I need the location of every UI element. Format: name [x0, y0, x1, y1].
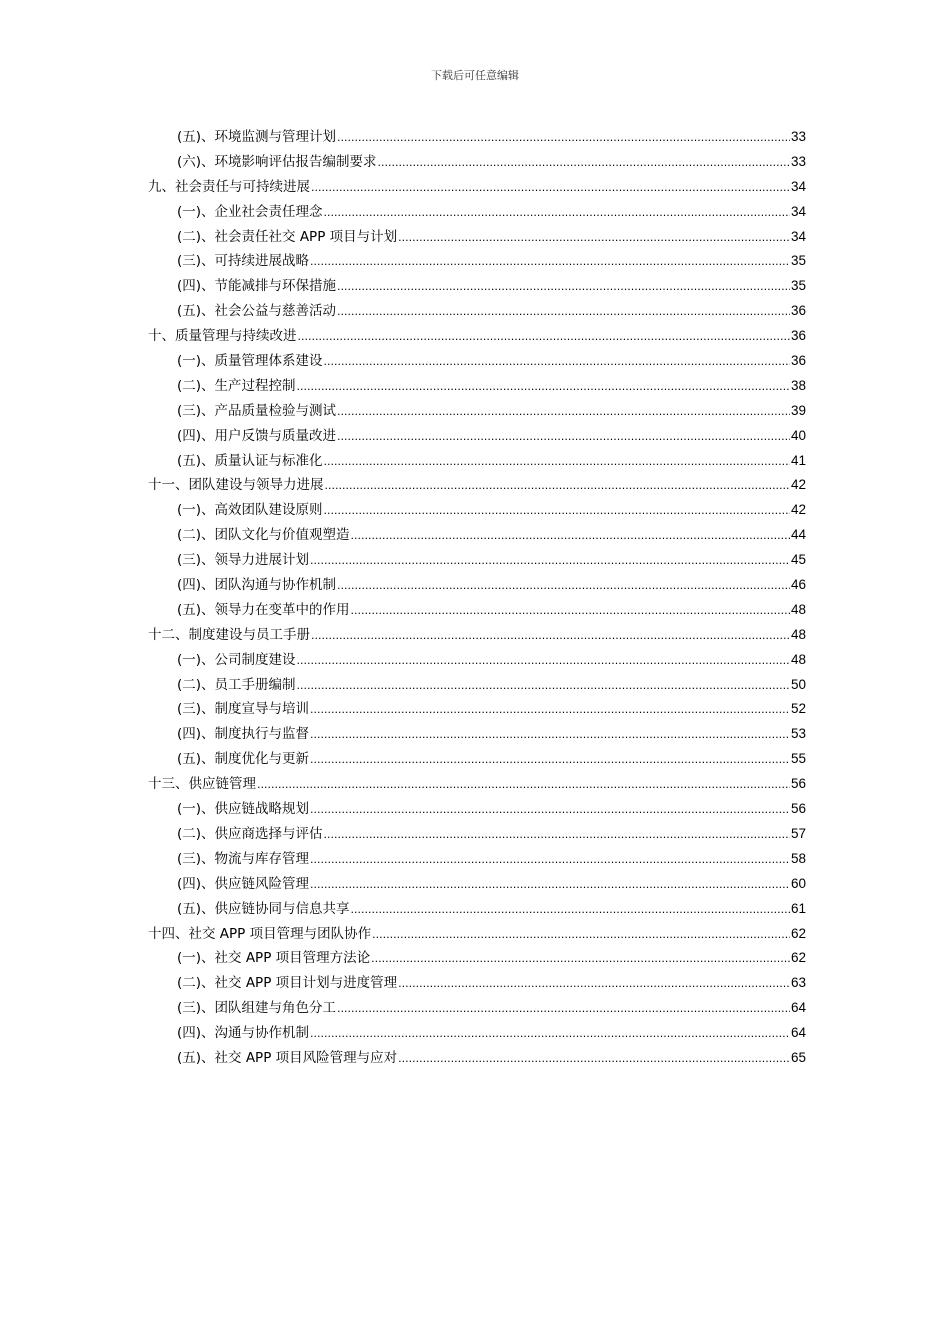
toc-leader-dots: [310, 873, 790, 898]
toc-leader-dots: [324, 201, 790, 226]
toc-entry-title: 十二、制度建设与员工手册: [148, 626, 310, 643]
toc-entry[interactable]: [148, 847, 806, 872]
toc-entry-title: (二)、员工手册编制: [177, 676, 296, 693]
toc-entry[interactable]: [148, 946, 806, 971]
toc-entry-page: 62: [790, 950, 806, 966]
toc-entry-page: 63: [790, 975, 806, 991]
toc-entry[interactable]: [148, 673, 806, 698]
toc-entry[interactable]: [148, 523, 806, 548]
toc-entry-title: (五)、制度优化与更新: [177, 751, 310, 768]
toc-entry-page: 38: [790, 377, 806, 393]
toc-entry[interactable]: [148, 249, 806, 274]
toc-entry-title: (三)、领导力进展计划: [177, 552, 310, 569]
toc-leader-dots: [337, 574, 790, 599]
toc-entry-title: (一)、社交 APP 项目管理方法论: [177, 950, 371, 967]
toc-leader-dots: [372, 923, 790, 948]
toc-entry-title: (五)、质量认证与标准化: [177, 452, 323, 469]
toc-entry[interactable]: [148, 324, 806, 349]
toc-leader-dots: [310, 549, 790, 574]
toc-entry-page: 48: [790, 601, 806, 617]
toc-entry[interactable]: [148, 175, 806, 200]
toc-leader-dots: [310, 798, 790, 823]
toc-entry-page: 57: [790, 825, 806, 841]
toc-entry[interactable]: [148, 200, 806, 225]
toc-entry-title: (五)、环境监测与管理计划: [177, 129, 337, 145]
toc-entry[interactable]: [148, 548, 806, 573]
toc-entry-page: 33: [790, 129, 806, 144]
toc-entry-title: (二)、生产过程控制: [177, 377, 296, 394]
toc-entry-title: (二)、社交 APP 项目计划与进度管理: [177, 975, 398, 992]
toc-entry-page: 58: [790, 850, 806, 866]
toc-leader-dots: [324, 823, 790, 848]
toc-leader-dots: [310, 723, 790, 748]
toc-leader-dots: [297, 375, 790, 400]
toc-leader-dots: [324, 350, 790, 375]
toc-entry-page: 45: [790, 552, 806, 568]
toc-entry-title: (一)、高效团队建设原则: [177, 502, 323, 519]
toc-entry-page: 48: [790, 626, 806, 642]
toc-entry-page: 56: [790, 801, 806, 817]
toc-entry-title: 九、社会责任与可持续进展: [148, 178, 310, 195]
toc-entry-page: 36: [790, 303, 806, 319]
toc-leader-dots: [398, 1047, 790, 1072]
table-of-contents: [148, 125, 806, 1071]
toc-entry-title: (五)、供应链协同与信息共享: [177, 900, 350, 917]
toc-entry-title: (五)、社会公益与慈善活动: [177, 303, 337, 320]
toc-entry-page: 35: [790, 253, 806, 269]
toc-entry-page: 36: [790, 353, 806, 369]
toc-leader-dots: [337, 997, 790, 1022]
toc-entry-title: (三)、团队组建与角色分工: [177, 1000, 337, 1017]
toc-entry[interactable]: [148, 349, 806, 374]
toc-entry-title: (六)、环境影响评估报告编制要求: [177, 153, 377, 170]
toc-leader-dots: [337, 275, 790, 300]
toc-entry[interactable]: [148, 399, 806, 424]
toc-leader-dots: [310, 1022, 790, 1047]
toc-leader-dots: [325, 474, 790, 499]
toc-leader-dots: [257, 773, 790, 798]
toc-entry-page: 65: [790, 1049, 806, 1065]
toc-leader-dots: [378, 151, 790, 176]
toc-entry[interactable]: [148, 424, 806, 449]
toc-entry-title: (四)、供应链风险管理: [177, 875, 310, 892]
toc-entry[interactable]: [148, 996, 806, 1021]
toc-entry[interactable]: [148, 722, 806, 747]
toc-leader-dots: [337, 126, 790, 151]
toc-leader-dots: [351, 599, 790, 624]
toc-entry[interactable]: [148, 922, 806, 947]
toc-entry[interactable]: [148, 797, 806, 822]
toc-leader-dots: [311, 624, 790, 649]
toc-entry[interactable]: [148, 573, 806, 598]
toc-entry[interactable]: [148, 897, 806, 922]
toc-entry-page: 52: [790, 701, 806, 717]
toc-entry[interactable]: [148, 374, 806, 399]
toc-entry-page: 53: [790, 726, 806, 742]
toc-entry-page: 60: [790, 875, 806, 891]
toc-entry-page: 61: [790, 900, 806, 916]
toc-entry[interactable]: [148, 1021, 806, 1046]
toc-leader-dots: [337, 400, 790, 425]
toc-leader-dots: [351, 898, 790, 923]
toc-entry-page: 33: [790, 153, 806, 169]
toc-entry[interactable]: [148, 1046, 806, 1071]
toc-leader-dots: [298, 325, 790, 350]
toc-entry[interactable]: [148, 747, 806, 772]
toc-leader-dots: [310, 748, 790, 773]
toc-entry-page: 41: [790, 452, 806, 468]
toc-entry-title: (一)、公司制度建设: [177, 651, 296, 668]
toc-entry-title: (五)、领导力在变革中的作用: [177, 601, 350, 618]
toc-entry-title: (二)、社会责任社交 APP 项目与计划: [177, 228, 398, 245]
toc-entry-title: (五)、社交 APP 项目风险管理与应对: [177, 1049, 398, 1066]
toc-entry-page: 42: [790, 502, 806, 518]
toc-entry-title: (四)、沟通与协作机制: [177, 1025, 310, 1042]
toc-entry[interactable]: [148, 822, 806, 847]
toc-leader-dots: [398, 226, 790, 251]
toc-entry[interactable]: [148, 299, 806, 324]
toc-leader-dots: [337, 300, 790, 325]
toc-leader-dots: [398, 972, 790, 997]
toc-entry-page: 56: [790, 776, 806, 792]
toc-entry[interactable]: [148, 150, 806, 175]
toc-entry[interactable]: [148, 498, 806, 523]
toc-entry-title: (四)、节能减排与环保措施: [177, 278, 337, 295]
toc-leader-dots: [310, 848, 790, 873]
toc-leader-dots: [324, 450, 790, 475]
toc-entry-title: (四)、团队沟通与协作机制: [177, 577, 337, 594]
toc-entry-page: 34: [790, 228, 806, 244]
toc-entry-page: 36: [790, 328, 806, 344]
toc-entry[interactable]: [148, 648, 806, 673]
toc-entry[interactable]: [148, 473, 806, 498]
toc-entry-page: 35: [790, 278, 806, 294]
toc-entry-title: 十、质量管理与持续改进: [148, 328, 297, 345]
page-header: 下载后可任意编辑: [431, 69, 519, 82]
toc-entry-page: 50: [790, 676, 806, 692]
toc-entry-title: (一)、供应链战略规划: [177, 801, 310, 818]
toc-entry-page: 64: [790, 1000, 806, 1016]
toc-entry[interactable]: [148, 697, 806, 722]
toc-entry-title: (一)、企业社会责任理念: [177, 203, 323, 220]
toc-entry-page: 64: [790, 1025, 806, 1041]
toc-entry[interactable]: [148, 872, 806, 897]
toc-leader-dots: [371, 947, 790, 972]
toc-entry-title: (四)、制度执行与监督: [177, 726, 310, 743]
toc-entry[interactable]: [148, 971, 806, 996]
toc-leader-dots: [310, 250, 790, 275]
toc-entry-page: 40: [790, 427, 806, 443]
toc-entry-title: (四)、用户反馈与质量改进: [177, 427, 337, 444]
toc-leader-dots: [351, 524, 790, 549]
toc-entry-title: 十一、团队建设与领导力进展: [148, 477, 324, 494]
toc-entry[interactable]: [148, 225, 806, 250]
toc-entry-page: 46: [790, 577, 806, 593]
toc-entry-page: 39: [790, 402, 806, 418]
toc-entry[interactable]: [148, 772, 806, 797]
toc-leader-dots: [310, 698, 790, 723]
toc-entry-page: 48: [790, 651, 806, 667]
toc-entry-page: 55: [790, 751, 806, 767]
toc-entry[interactable]: [148, 623, 806, 648]
toc-entry-page: 34: [790, 178, 806, 194]
toc-entry-title: 十三、供应链管理: [148, 776, 256, 793]
toc-entry[interactable]: [148, 598, 806, 623]
toc-entry-title: (二)、团队文化与价值观塑造: [177, 527, 350, 544]
toc-entry[interactable]: [148, 274, 806, 299]
toc-entry-page: 42: [790, 477, 806, 493]
toc-leader-dots: [324, 499, 790, 524]
toc-entry[interactable]: [148, 125, 806, 150]
toc-entry-page: 44: [790, 527, 806, 543]
toc-entry-title: (三)、制度宣导与培训: [177, 701, 310, 718]
toc-leader-dots: [311, 176, 790, 201]
toc-entry-title: (二)、供应商选择与评估: [177, 825, 323, 842]
toc-entry-title: 十四、社交 APP 项目管理与团队协作: [148, 925, 372, 942]
toc-entry-title: (三)、物流与库存管理: [177, 850, 310, 867]
toc-entry-title: (三)、产品质量检验与测试: [177, 402, 337, 419]
toc-leader-dots: [297, 674, 790, 699]
toc-leader-dots: [297, 649, 790, 674]
toc-entry-title: (一)、质量管理体系建设: [177, 353, 323, 370]
toc-leader-dots: [337, 425, 790, 450]
toc-entry-title: (三)、可持续进展战略: [177, 253, 310, 270]
toc-entry[interactable]: [148, 449, 806, 474]
toc-entry-page: 34: [790, 203, 806, 219]
toc-entry-page: 62: [790, 925, 806, 941]
